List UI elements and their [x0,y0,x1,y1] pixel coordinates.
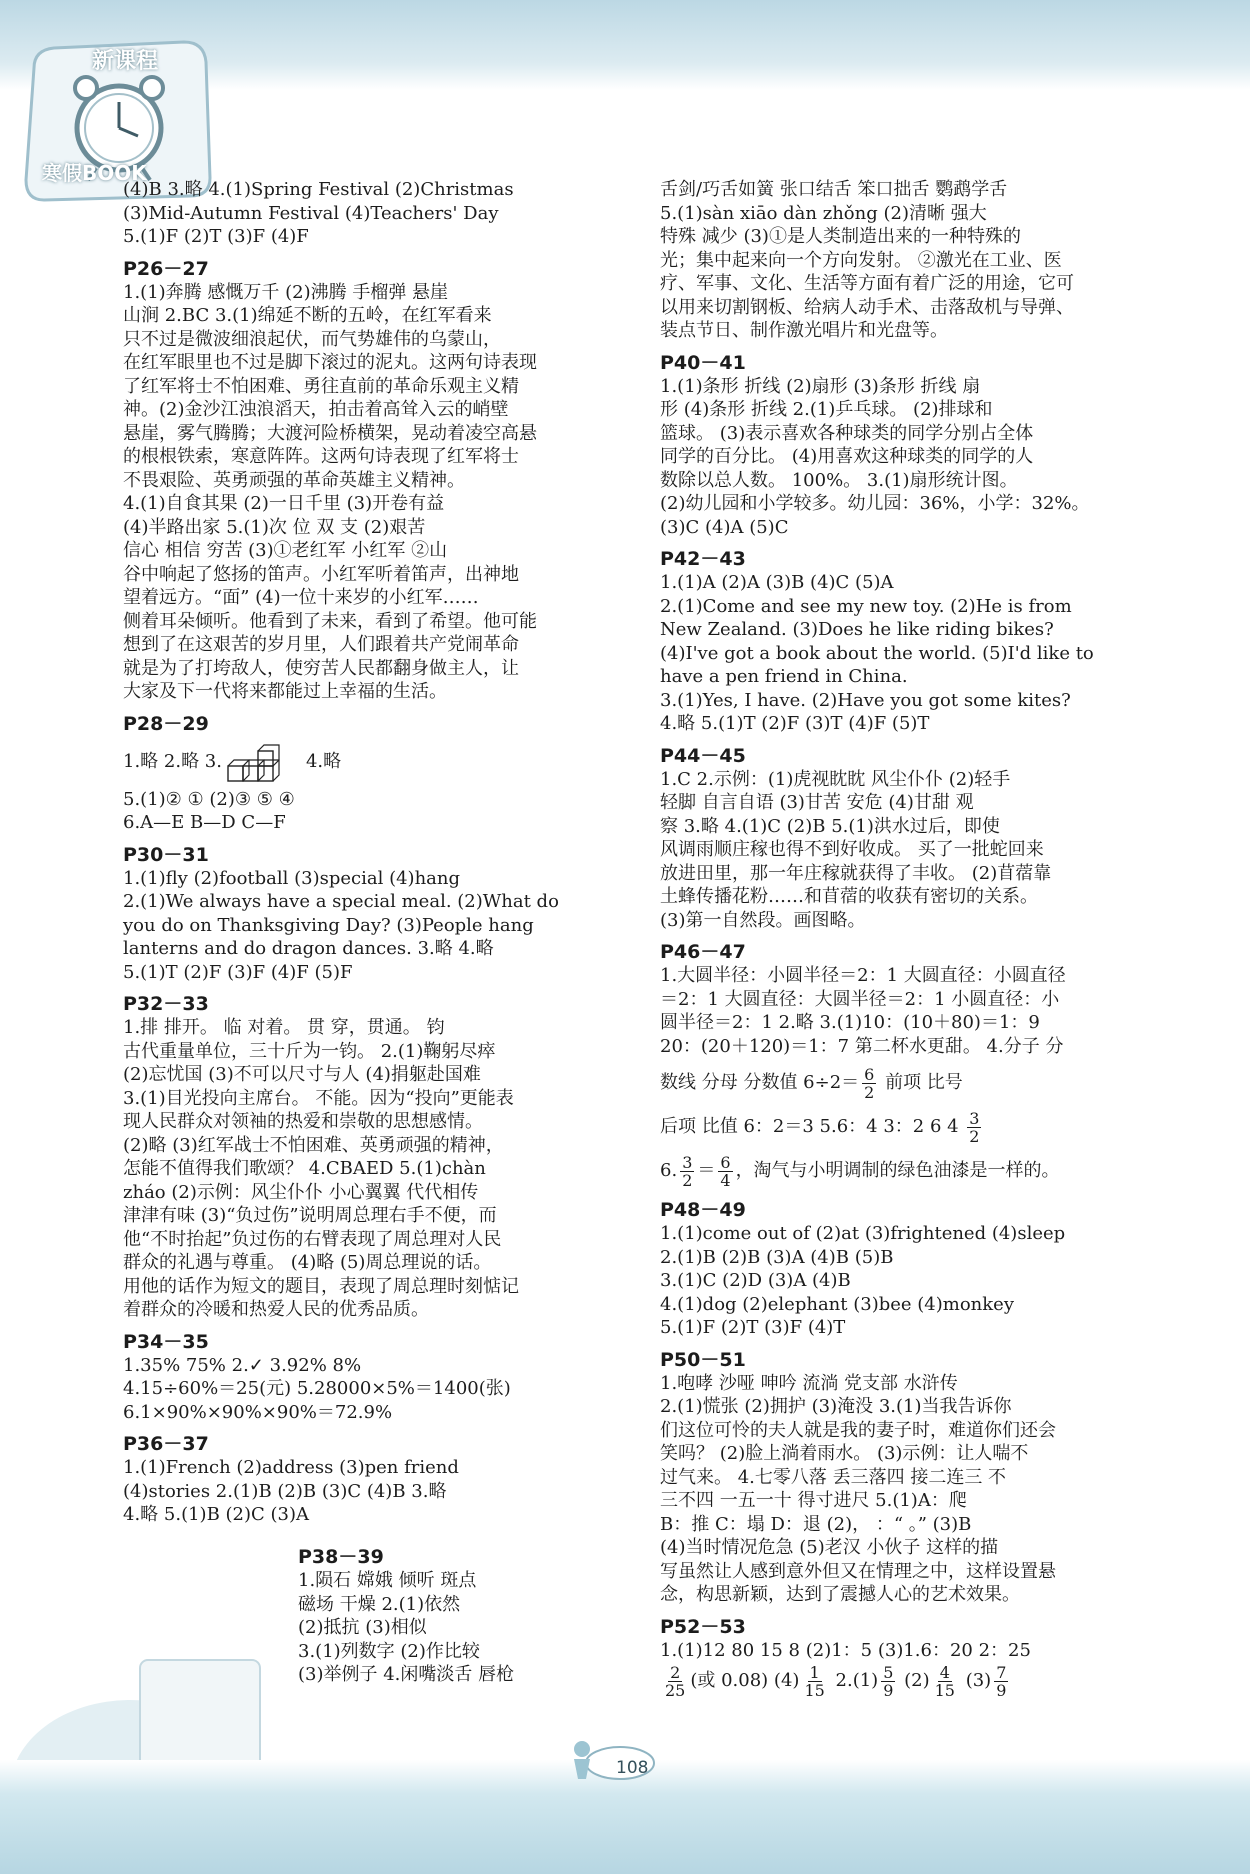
right-answer-column [660,178,1155,1700]
fraction-numerator: 4 [939,1662,950,1682]
section-heading: P40－41 [660,351,746,374]
fraction-denominator: 4 [720,1170,731,1190]
answer-line: 形 (4)条形 折线 2.(1)乒乓球。 (2)排球和 [660,399,993,420]
answer-line: (2)幼儿园和小学较多。幼儿园：36%，小学：32%。 [660,493,1090,514]
answer-line: 望着远方。“面” (4)一位十来岁的小红军…… [123,587,479,608]
answer-line: (2)略 (3)红军战士不怕困难、英勇顽强的精神， [123,1134,504,1156]
answer-line: 悬崖，雾气腾腾；大渡河险桥横架，晃动着凌空高悬 [123,422,537,444]
answer-text: 数线 分母 分数值 6÷2＝ [660,1072,860,1093]
answer-line: 20：(20＋120)＝1：7 第二杯水更甜。 4.分子 分 [660,1035,1064,1057]
answer-line: 3.(1)列数字 (2)作比较 [298,1640,480,1662]
answer-line: 的根根铁索，寒意阵阵。这两句诗表现了红军将士 [123,446,519,467]
answer-line [660,1662,1155,1700]
answer-line: 6.1×90%×90%×90%＝72.9% [123,1401,393,1423]
answer-line: 疗、军事、文化、生活等方面有着广泛的用途，它可 [660,273,1074,294]
answer-line: you do on Thanksgiving Day? (3)People hang [123,914,534,936]
answer-line: 念，构思新颖，达到了震撼人心的艺术效果。 [660,1584,1020,1605]
answer-line: 篮球。 (3)表示喜欢各种球类的同学分别占全体 [660,422,1034,444]
answer-line: ＝2：1 大圆直径：大圆半径＝2：1 小圆直径：小 [660,988,1060,1010]
answer-text: ，淘气与小明调制的绿色油漆是一样的。 [735,1160,1060,1181]
section-heading: P36－37 [123,1433,209,1455]
fraction-numerator: 2 [670,1662,681,1682]
answer-line: 2.(1)慌张 (2)拥护 (3)淹没 3.(1)当我告诉你 [660,1396,1012,1417]
answer-text: 4.略 [305,750,342,772]
answer-line: 津津有味 (3)“负过伤”说明周总理右手不便，而 [123,1205,497,1226]
answer-line: (3)举例子 4.闲嘴淡舌 唇枪 [298,1664,515,1685]
fraction-denominator: 9 [883,1680,894,1700]
answer-line: 5.(1)F (2)T (3)F (4)T [660,1317,846,1338]
answer-line: New Zealand. (3)Does he like riding bikes? [660,619,1054,640]
answer-line: 古代重量单位，三十斤为一钧。 2.(1)鞠躬尽瘁 [123,1040,496,1062]
answer-text: 后项 比值 6：2＝3 5.6：4 3：2 6 4 [660,1116,965,1137]
answer-line: 1.(1)fly (2)football (3)special (4)hang [123,867,461,889]
answer-line: zháo (2)示例：风尘仆仆 小心翼翼 代代相传 [123,1181,479,1203]
fraction [967,1110,981,1145]
answer-line: 1.咆哮 沙哑 呻吟 流淌 党支部 水浒传 [660,1372,958,1394]
fraction-numerator: 6 [864,1064,875,1084]
answer-line: 怎能不值得我们歌颂？ 4.CBAED 5.(1)chàn [123,1158,486,1179]
section-heading: P28－29 [123,712,209,735]
fraction-denominator: 15 [934,1680,955,1700]
fraction-numerator: 3 [682,1152,693,1172]
answer-line: 在红军眼里也不过是脚下滚过的泥丸。这两句诗表现 [123,352,537,373]
answer-line: 察 3.略 4.(1)C (2)B 5.(1)洪水过后，即使 [660,815,1000,837]
answer-line: 神。(2)金沙江浊浪滔天，拍击着高耸入云的峭壁 [123,399,509,420]
answer-line: 5.(1)sàn xiāo dàn zhǒng (2)清晰 强大 [660,202,987,224]
fraction [802,1664,826,1699]
fraction-denominator: 9 [996,1680,1007,1700]
answer-line: 以用来切割钢板、给病人动手术、击落敌机与导弹、 [660,296,1074,318]
answer-line: 笑吗？ (2)脸上淌着雨水。 (3)示例：让人喘不 [660,1443,1029,1464]
answer-line: 3.(1)目光投向主席台。 不能。因为“投向”更能表 [123,1087,514,1109]
answer-line: 信心 相信 穷苦 (3)①老红军 小红军 ②山 [123,540,448,561]
answer-line: 磁场 干燥 2.(1)依然 [298,1593,461,1615]
left-answer-column [123,178,613,1527]
logo-subtitle: 寒假BOOK [42,161,147,185]
answer-line: 4.(1)dog (2)elephant (3)bee (4)monkey [660,1293,1014,1315]
section-heading: P32－33 [123,993,209,1015]
answer-text: (或 0.08) (4) [690,1670,800,1691]
answer-line: (4)stories 2.(1)B (2)B (3)C (4)B 3.略 [123,1480,447,1502]
answer-line: (2)抵抗 (3)相似 [298,1617,427,1638]
answer-line: 同学的百分比。 (4)用喜欢这种球类的同学的人 [660,446,1034,467]
answer-line: 数除以总人数。 100%。 3.(1)扇形统计图。 [660,469,1018,491]
fraction [862,1066,876,1101]
answer-line: 2.(1)We always have a special meal. (2)What do [123,891,559,912]
answer-line: 谷中响起了悠扬的笛声。小红军听着笛声，出神地 [123,563,519,585]
answer-line: 轻脚 自言自语 (3)甘苦 安危 (4)甘甜 观 [660,792,974,813]
answer-line: (3)Mid-Autumn Festival (4)Teachers' Day [123,202,499,224]
fraction [663,1664,687,1699]
answer-line: 侧着耳朵倾听。他看到了未来，看到了希望。他可能 [123,610,537,632]
answer-line: 群众的礼遇与尊重。 (4)略 (5)周总理说的话。 [123,1252,492,1273]
answer-line: 4.略 5.(1)T (2)F (3)T (4)F (5)T [660,713,930,734]
answer-text: 6. [660,1160,678,1181]
fraction-denominator: 15 [804,1680,825,1700]
section-heading: P44－45 [660,744,746,767]
bottom-answer-block [298,1545,618,1687]
answer-line: 6.A—E B—D C—F [123,812,286,833]
answer-line: 1.(1)12 80 15 8 (2)1：5 (3)1.6：20 2：25 [660,1639,1031,1661]
answer-line: 过气来。 4.七零八落 丢三落四 接二连三 不 [660,1466,1007,1488]
answer-line [660,1152,1155,1190]
answer-line: 1.35% 75% 2.✓ 3.92% 8% [123,1354,362,1376]
answer-line: 们这位可怜的夫人就是我的妻子时，难道你们还会 [660,1419,1056,1441]
answer-text: 2.(1) [829,1670,879,1691]
answer-line: 光；集中起来向一个方向发射。 ②激光在工业、医 [660,249,1062,271]
fraction-numerator: 7 [996,1662,1007,1682]
answer-line: 2.(1)B (2)B (3)A (4)B (5)B [660,1246,894,1268]
answer-line: (4)半路出家 5.(1)次 位 双 支 (2)艰苦 [123,516,426,538]
answer-line: 5.(1)② ① (2)③ ⑤ ④ [123,788,295,810]
answer-line: 用他的话作为短文的题目，表现了周总理时刻惦记 [123,1275,519,1297]
fraction-denominator: 2 [969,1126,980,1146]
answer-text: 1.略 2.略 3. [123,750,222,772]
answer-line: 5.(1)F (2)T (3)F (4)F [123,226,309,247]
answer-line [123,740,613,784]
answer-line: (3)第一自然段。画图略。 [660,909,866,931]
answer-line: 他“不时抬起”负过伤的右臂表现了周总理对人民 [123,1228,502,1250]
answer-line: 1.C 2.示例：(1)虎视眈眈 风尘仆仆 (2)轻手 [660,768,1011,790]
answer-line: 4.(1)自食其果 (2)一日千里 (3)开卷有益 [123,493,445,514]
fraction-denominator: 25 [665,1680,686,1700]
answer-line: 3.(1)Yes, I have. (2)Have you got some kites? [660,689,1071,711]
answer-line: 山涧 2.BC 3.(1)绵延不断的五岭，在红军看来 [123,305,492,326]
section-heading: P30－31 [123,843,209,866]
answer-line: 舌剑/巧舌如簧 张口结舌 笨口拙舌 鹦鹉学舌 [660,179,1008,200]
answer-line: lanterns and do dragon dances. 3.略 4.略 [123,938,494,959]
answer-line [660,1108,1155,1146]
fraction [680,1154,694,1189]
answer-text: (2) [898,1670,930,1691]
section-heading: P52－53 [660,1615,746,1638]
section-heading: P34－35 [123,1330,209,1353]
answer-line: (4)B 3.略 4.(1)Spring Festival (2)Christmas [123,179,514,200]
answer-line: (3)C (4)A (5)C [660,516,789,538]
fraction [933,1664,957,1699]
fraction-denominator: 2 [864,1082,875,1102]
answer-line: (4)I've got a book about the world. (5)I'd like to [660,642,1094,664]
answer-line: 3.(1)C (2)D (3)A (4)B [660,1270,851,1291]
fraction [718,1154,732,1189]
answer-line: 1.大圆半径：小圆半径＝2：1 大圆直径：小圆直径 [660,965,1066,986]
answer-text: 前项 比号 [879,1072,963,1093]
answer-line: 着群众的冷暖和热爱人民的优秀品质。 [123,1299,429,1320]
answer-line: 土蜂传播花粉……和苜蓿的收获有密切的关系。 [660,886,1038,907]
answer-line: 写虽然让人感到意外但又在情理之中，这样设置悬 [660,1560,1056,1582]
section-heading: P38－39 [298,1546,384,1568]
answer-line: 1.(1)A (2)A (3)B (4)C (5)A [660,572,894,593]
section-heading: P26－27 [123,257,209,280]
answer-line: 三不四 一五一十 得寸进尺 5.(1)A：爬 [660,1490,967,1511]
fraction-denominator: 2 [682,1170,693,1190]
answer-line: have a pen friend in China. [660,666,908,687]
answer-line: 1.(1)条形 折线 (2)扇形 (3)条形 折线 扇 [660,375,981,397]
answer-line: (4)当时情况危急 (5)老汉 小伙子 这样的描 [660,1537,999,1558]
answer-line: 2.(1)Come and see my new toy. (2)He is from [660,595,1072,617]
answer-line: 了红军将士不怕困难、勇往直前的革命乐观主义精 [123,375,519,397]
fraction [994,1664,1008,1699]
answer-line: 1.排 排开。 临 对着。 贯 穿，贯通。 钧 [123,1017,445,1038]
fraction [881,1664,895,1699]
section-heading: P50－51 [660,1348,746,1371]
answer-line: 4.15÷60%＝25(元) 5.28000×5%＝1400(张) [123,1378,511,1399]
answer-line: 想到了在这艰苦的岁月里，人们跟着共产党闹革命 [123,634,519,655]
answer-line: 5.(1)T (2)F (3)F (4)F (5)F [123,961,353,983]
answer-text: (3) [959,1670,992,1691]
answer-line: 1.(1)奔腾 感慨万千 (2)沸腾 手榴弹 悬崖 [123,281,449,303]
answer-line: (2)忘忧国 (3)不可以尺寸与人 (4)捐躯赴国难 [123,1064,481,1085]
answer-line: 4.略 5.(1)B (2)C (3)A [123,1504,310,1525]
fraction-numerator: 5 [883,1662,894,1682]
answer-line: 放进田里，那一年庄稼就获得了丰收。 (2)苜蓿靠 [660,862,1052,884]
fraction-numerator: 3 [969,1108,980,1128]
answer-line: 现人民群众对领袖的热爱和崇敬的思想感情。 [123,1111,483,1132]
answer-line: 1.(1)French (2)address (3)pen friend [123,1457,459,1478]
logo-title: 新课程 [92,49,159,74]
answer-line: 风调雨顺庄稼也得不到好收成。 买了一批蛇回来 [660,839,1044,860]
answer-line: 就是为了打垮敌人，使穷苦人民都翻身做主人，让 [123,657,519,679]
answer-line: 圆半径＝2：1 2.略 3.(1)10：(10＋80)＝1：9 [660,1012,1040,1033]
section-heading: P42－43 [660,548,746,570]
section-heading: P48－49 [660,1199,746,1221]
answer-line [660,1064,1155,1102]
page-number: 108 [616,1758,649,1778]
answer-line: 特殊 减少 (3)①是人类制造出来的一种特殊的 [660,226,1021,247]
answer-line: 只不过是微波细浪起伏，而气势雄伟的乌蒙山， [123,328,501,350]
answer-line: 大家及下一代将来都能过上幸福的生活。 [123,681,447,702]
answer-line: 1.(1)come out of (2)at (3)frightened (4)sleep [660,1223,1066,1244]
cube-stack-figure [226,740,288,784]
fraction-numerator: 1 [809,1662,820,1682]
answer-line: 装点节日、制作激光唱片和光盘等。 [660,320,948,341]
answer-line: 不畏艰险、英勇顽强的革命英雄主义精神。 [123,469,465,491]
answer-line: 1.陨石 嫦娥 倾听 斑点 [298,1570,477,1591]
section-heading: P46－47 [660,941,746,963]
answer-text: ＝ [697,1160,716,1181]
fraction-numerator: 6 [720,1152,731,1172]
answer-line: B：推 C：塌 D：退 (2)， ：“ 。” (3)B [660,1513,972,1535]
